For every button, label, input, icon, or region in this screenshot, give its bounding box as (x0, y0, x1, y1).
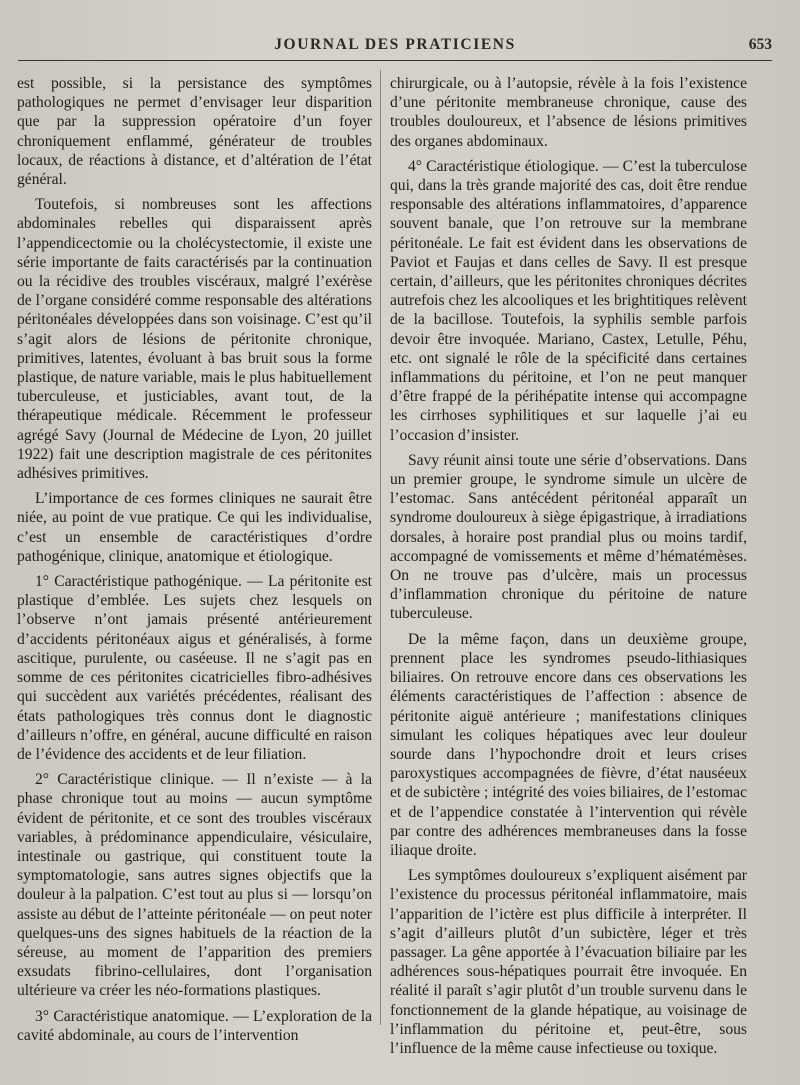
page-header (18, 32, 772, 61)
page-number: 653 (748, 36, 772, 53)
paragraph: 4° Caractéristique étiologique. — C’est la tuberculose qui, dans la très grande majorité des cas, doit être rendue responsable des altérations inflammatoires, d’apparence souvent banale, que l’on retrouve sur la membrane péritonéale. Le fait est évident dans les observations de Paviot et Faujas et dans celles de Savy. Il est presque certain, d’ailleurs, que les péritonites chroniques décrites autrefois chez les alcooliques et les brightitiques relèvent de la bacillose. Toutefois, la syphilis semble parfois devoir être invoquée. Mariano, Castex, Letulle, Péhu, etc. ont signalé le rôle de la spécificité dans certaines inflammations du péritoine, et l’on ne peut manquer d’être frappé de la périhépatite intense qui accompagne les cirrhoses syphilitiques et sur laquelle j’ai eu l’occasion d’insister. (390, 157, 747, 444)
journal-title: JOURNAL DES PRATICIENS (274, 36, 516, 53)
paragraph: 3° Caractéristique anatomique. — L’exploration de la cavité abdominale, au cours de l’intervention (17, 1007, 372, 1044)
paragraph: chirurgicale, ou à l’autopsie, révèle à la fois l’existence d’une péritonite membraneuse chronique, cause des troubles douloureux, et l’absence de lésions primitives des organes abdominaux. (390, 75, 747, 150)
paragraph: Savy réunit ainsi toute une série d’observations. Dans un premier groupe, le syndrome simule un ulcère de l’estomac. Sans antécédent péritonéal apparaît un syndrome douloureux à siège épigastrique, à irradiations dorsales, à horaire post prandial plus ou moins tardif, accompagné de vomissements et même d’hématémèses. On ne trouve pas d’ulcère, mais un processus d’inflammation chronique du péritoine de nature tuberculeuse. (390, 451, 747, 623)
paragraph: De la même façon, dans un deuxième groupe, prennent place les syndromes pseudo-lithiasiques biliaires. On retrouve encore dans ces observations les éléments caractéristiques de l’affection : absence de péritonite aiguë antérieure ; manifestations cliniques simulant les coliques hépatiques avec leur douleur sourde dans l’hypochondre droit et leurs crises paroxystiques accompagnées de fièvre, d’état nauséeux et de subictère ; intégrité des voies biliaires, de l’estomac et de l’appendice constatée à l’intervention qui révèle par contre des adhérences membraneuses dans la fosse iliaque droite. (390, 630, 747, 859)
left-column (17, 74, 372, 1051)
paragraph: 2° Caractéristique clinique. — Il n’existe — à la phase chronique tout au moins — aucun symptôme évident de péritonite, et ce sont des troubles viscéraux variables, à prédominance appendiculaire, vésiculaire, intestinale ou gastrique, qui constituent toute la symptomatologie, sans autres signes objectifs que la douleur à la palpation. C’est tout au plus si — lorsqu’on assiste au début de l’atteinte péritonéale — on peut noter quelques-uns des signes habituels de la réaction de la séreuse, au moment de l’apparition des premiers exsudats fibrino-cellulaires, dont l’organisation ultérieure va créer les néo-formations plastiques. (17, 771, 372, 1000)
paragraph: 1° Caractéristique pathogénique. — La péritonite est plastique d’emblée. Les sujets chez lesquels on l’observe n’ont jamais présenté antérieurement d’accidents péritonéaux aigus et généralisés, à forme ascitique, purulente, ou caséeuse. Il ne s’agit pas en somme de ces péritonites cicatricielles fibro-adhésives qui succèdent aux variétés précédentes, réalisant des états pathologiques très connus dont le diagnostic d’ailleurs n’offre, en général, aucune difficulté en raison de l’évidence des accidents et de leur filiation. (17, 573, 372, 763)
column-divider (380, 70, 381, 1025)
paragraph: Les symptômes douloureux s’expliquent aisément par l’existence du processus péritonéal inflammatoire, mais l’apparition de l’ictère est plus difficile à interpréter. Il s’agit d’ailleurs plutôt d’un subictère, léger et très passager. La gêne apportée à l’évacuation biliaire par les adhérences sous-hépatiques pourrait être invoquée. En réalité il paraît s’agir plutôt d’un trouble survenu dans le fonctionnement de la glande hépatique, au voisinage de l’inflammation du péritoine et, peut-être, sous l’influence de la même cause infectieuse ou toxique. (390, 867, 747, 1057)
paragraph: L’importance de ces formes cliniques ne saurait être niée, au point de vue pratique. Ce qui les individualise, c’est un ensemble de caractéristiques d’ordre pathogénique, clinique, anatomique et étiologique. (17, 490, 372, 565)
right-column (390, 74, 747, 1064)
paragraph: est possible, si la persistance des symptômes pathologiques ne permet d’envisager leur disparition que par la suppression opératoire d’un foyer chroniquement enflammé, générateur de troubles locaux, de réactions à distance, et d’altération de l’état général. (17, 75, 372, 189)
paragraph: Toutefois, si nombreuses sont les affections abdominales rebelles qui disparaissent après l’appendicectomie ou la cholécystectomie, il existe une série importante de faits caractérisés par la continuation ou la récidive des troubles viscéraux, malgré l’exérèse de l’organe considéré comme responsable des altérations péritonéales développées dans son voisinage. C’est qu’il s’agit alors de lésions de péritonite chronique, primitives, latentes, évoluant à bas bruit sous la forme plastique, de nature variable, mais le plus habituellement tuberculeuse, et justiciables, avant tout, de la thérapeutique médicale. Récemment le professeur agrégé Savy (Journal de Médecine de Lyon, 20 juillet 1922) fait une description magistrale de ces péritonites adhésives primitives. (17, 196, 372, 483)
